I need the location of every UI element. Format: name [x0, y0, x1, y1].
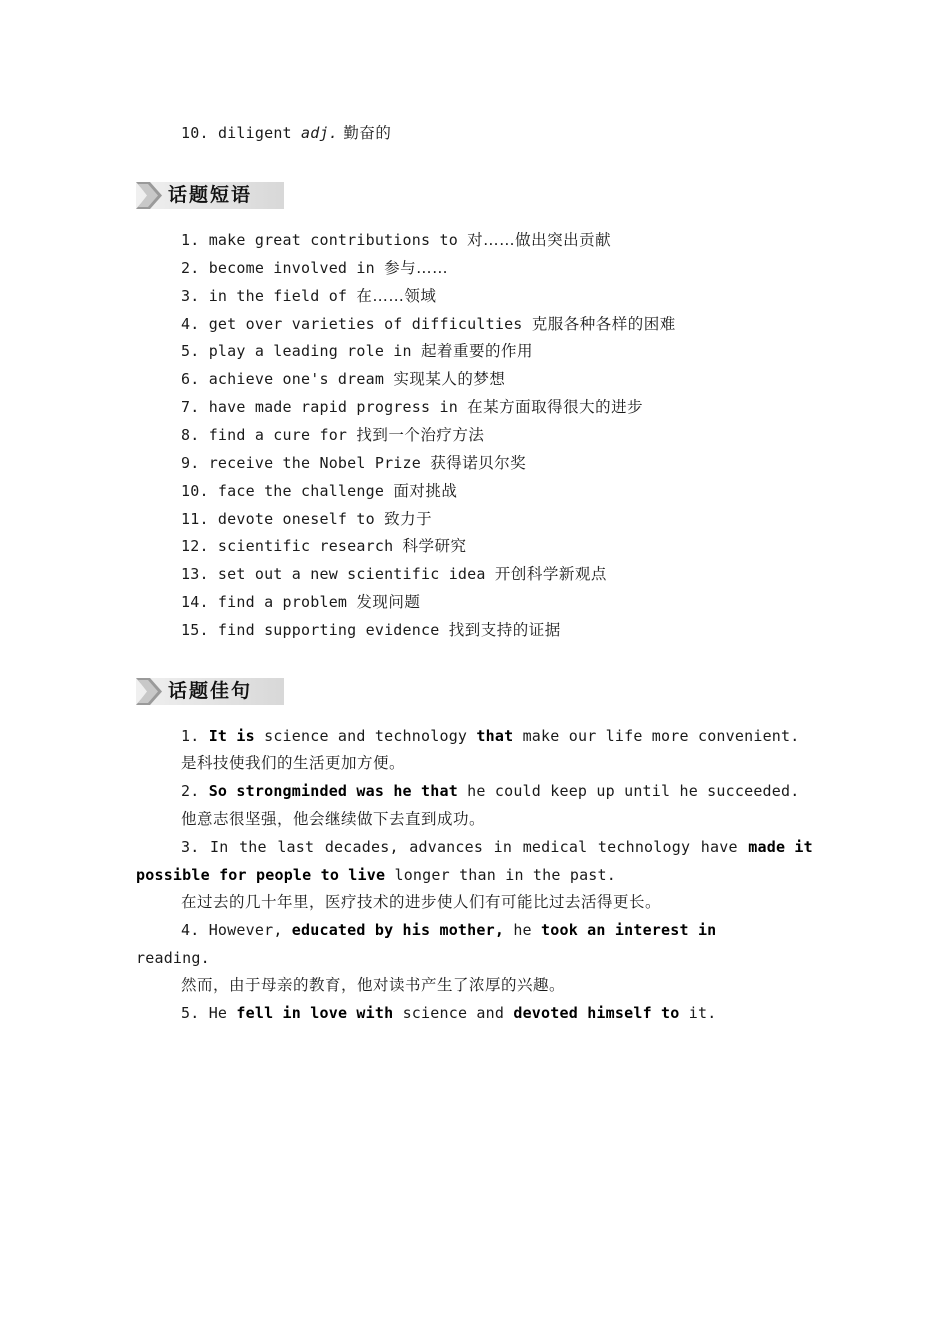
phrase-item [181, 286, 436, 306]
vocab-meaning: 勤奋的 [337, 124, 392, 142]
phrase-item [181, 481, 457, 501]
sentence-word: In [210, 838, 229, 856]
phrase-chinese: 参与…… [384, 258, 449, 277]
sentence-text: However, [208, 921, 292, 939]
phrase-item [181, 369, 505, 389]
sentence-4-zh: 然而，由于母亲的教育，他对读书产生了浓厚的兴趣。 [181, 976, 566, 994]
phrase-english: 2. become involved in [181, 258, 385, 277]
sentence-word: decades, [324, 838, 399, 856]
sentences-section-title: 话题佳句 [168, 680, 253, 702]
phrase-chinese: 对……做出突出贡献 [467, 231, 612, 249]
key-phrase: It is [208, 727, 255, 745]
sentence-word: the [239, 838, 267, 856]
key-phrase: that [476, 727, 514, 745]
phrase-item [181, 620, 561, 640]
phrase-chinese: 发现问题 [356, 593, 421, 612]
phrase-chinese: 找到支持的证据 [448, 620, 561, 639]
phrase-chinese: 科学研究 [402, 537, 467, 556]
key-phrase: fell in love with [236, 1004, 394, 1022]
sentence-text: science and technology [254, 727, 477, 745]
sentence-number: 4. [181, 921, 209, 939]
phrase-english: 11. devote oneself to [181, 509, 385, 528]
sentence-number: 1. [181, 727, 209, 745]
sentence-word: technology [597, 838, 691, 856]
phrase-english: 8. find a cure for [181, 425, 357, 444]
sentence-text: make our life more convenient. [513, 727, 800, 745]
sentence-3-zh: 在过去的几十年里，医疗技术的进步使人们有可能比过去活得更长。 [181, 893, 662, 911]
phrase-chinese: 获得诺贝尔奖 [430, 453, 527, 472]
phrase-item [181, 453, 526, 473]
phrase-english: 5. play a leading role in [181, 342, 421, 361]
sentence-text: he [504, 921, 542, 939]
phrase-item [181, 314, 676, 334]
phrase-item [181, 258, 448, 278]
phrase-chinese: 在某方面取得很大的进步 [467, 398, 644, 417]
sentence-5-en [181, 1003, 716, 1023]
phrase-item [181, 564, 607, 584]
sentence-1-zh: 是科技使我们的生活更加方便。 [181, 754, 406, 772]
sentence-4-en-line1 [181, 920, 716, 940]
phrase-chinese: 实现某人的梦想 [393, 370, 506, 389]
chevron-right-icon [136, 678, 166, 705]
sentence-3-en-line1 [181, 837, 813, 857]
phrase-english: 14. find a problem [181, 593, 357, 612]
sentence-word: advances [409, 838, 484, 856]
key-phrase: possible for people to live [136, 866, 386, 884]
phrase-english: 15. find supporting evidence [181, 620, 449, 639]
phrase-english: 13. set out a new scientific idea [181, 565, 495, 584]
sentence-number: 5. [181, 1004, 209, 1022]
phrase-chinese: 克服各种各样的困难 [531, 314, 676, 333]
vocab-number: 10. [181, 124, 218, 142]
phrase-item [181, 230, 611, 250]
phrase-english: 3. in the field of [181, 286, 357, 305]
phrase-chinese: 致力于 [384, 509, 433, 528]
phrase-item [181, 536, 467, 556]
phrase-english: 12. scientific research [181, 537, 403, 556]
sentence-word: medical [522, 838, 588, 856]
sentence-text: longer than in the past. [385, 866, 617, 884]
sentence-word: have [700, 838, 738, 856]
sentence-4-en-line2: reading. [136, 949, 210, 967]
sentences-section-heading [136, 678, 284, 705]
key-phrase: devoted himself to [513, 1004, 680, 1022]
phrase-item [181, 397, 643, 417]
chevron-right-icon [136, 182, 166, 209]
phrase-english: 1. make great contributions to [181, 231, 468, 249]
sentence-word: last [277, 838, 315, 856]
phrase-item [181, 509, 432, 529]
key-phrase: So strongminded was he that [208, 782, 458, 800]
key-phrase: made it [748, 838, 813, 856]
phrase-chinese: 起着重要的作用 [421, 342, 534, 361]
sentence-word: in [493, 838, 513, 856]
phrase-english: 9. receive the Nobel Prize [181, 453, 431, 472]
vocab-item-10 [181, 123, 391, 143]
key-phrase: educated by his mother, [291, 921, 505, 939]
sentence-1-en [181, 726, 800, 746]
key-phrase: took an interest in [541, 921, 717, 939]
phrase-english: 6. achieve one's dream [181, 370, 394, 389]
sentence-text: it. [679, 1004, 717, 1022]
phrase-chinese: 在……领域 [356, 286, 437, 305]
sentence-number: 2. [181, 782, 209, 800]
phrase-english: 7. have made rapid progress in [181, 398, 468, 417]
vocab-word: diligent [217, 124, 302, 142]
vocab-part-of-speech: adj. [301, 124, 338, 142]
sentence-word: 3. [181, 838, 200, 856]
sentence-text: He [208, 1004, 237, 1022]
sentence-text: science and [393, 1004, 514, 1022]
phrase-chinese: 开创科学新观点 [494, 565, 607, 584]
sentence-2-en [181, 781, 799, 801]
phrase-chinese: 面对挑战 [393, 481, 458, 500]
sentence-2-zh: 他意志很坚强，他会继续做下去直到成功。 [181, 810, 486, 828]
phrase-chinese: 找到一个治疗方法 [356, 425, 485, 444]
phrase-english: 10. face the challenge [181, 481, 394, 500]
phrase-item [181, 592, 420, 612]
phrases-section-title: 话题短语 [168, 184, 253, 206]
phrase-english: 4. get over varieties of difficulties [181, 314, 532, 333]
phrase-item [181, 425, 484, 445]
phrases-section-heading [136, 182, 284, 209]
sentence-3-en-line2 [136, 865, 616, 885]
phrase-item [181, 341, 533, 361]
sentence-text: he could keep up until he succeeded. [457, 782, 800, 800]
